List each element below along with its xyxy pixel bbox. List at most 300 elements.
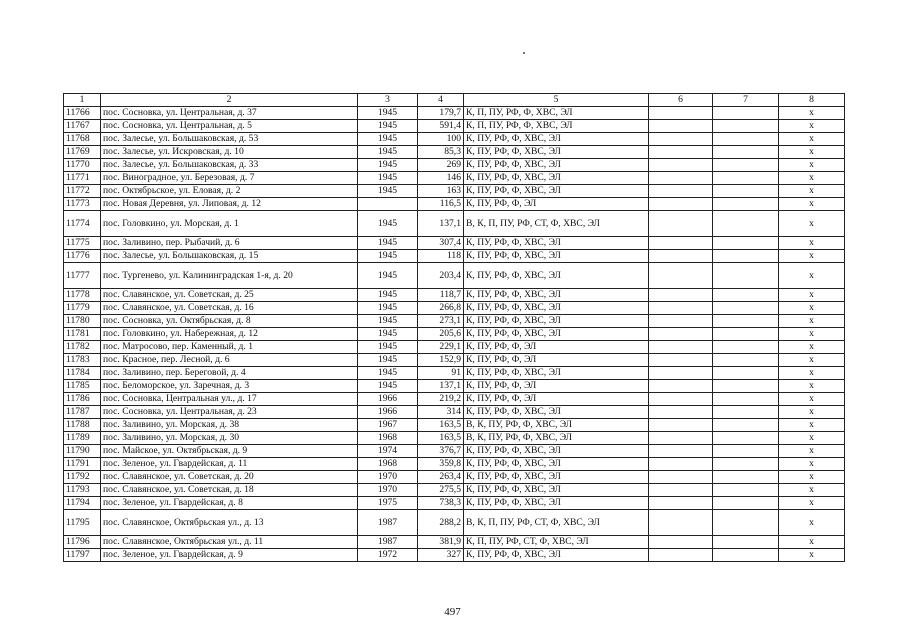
address-cell: пос. Залесье, ул. Большаковская, д. 15 [101,250,358,263]
col7-cell [713,146,779,159]
row-number: 11775 [64,237,101,250]
table-row [64,445,845,458]
row-number: 11776 [64,250,101,263]
col7-cell [713,250,779,263]
area-cell: 118 [418,250,464,263]
col6-cell [649,445,713,458]
col6-cell [649,458,713,471]
area-cell: 163 [418,185,464,198]
address-cell: пос. Залесье, ул. Большаковская, д. 33 [101,159,358,172]
table-row [64,484,845,497]
year-cell: 1945 [358,250,418,263]
col7-cell [713,198,779,211]
col8-cell: х [779,406,845,419]
row-number: 11790 [64,445,101,458]
row-number: 11773 [64,198,101,211]
row-number: 11778 [64,289,101,302]
row-number: 11788 [64,419,101,432]
col-header-7: 7 [713,94,779,107]
col8-cell: х [779,159,845,172]
col6-cell [649,406,713,419]
row-number: 11797 [64,549,101,562]
area-cell: 137,1 [418,211,464,237]
col8-cell: х [779,341,845,354]
row-number: 11766 [64,107,101,120]
address-cell: пос. Новая Деревня, ул. Липовая, д. 12 [101,198,358,211]
systems-cell: В, К, П, ПУ, РФ, СТ, Ф, ХВС, ЭЛ [464,510,649,536]
col6-cell [649,354,713,367]
year-cell: 1945 [358,315,418,328]
col6-cell [649,120,713,133]
table-row [64,172,845,185]
col7-cell [713,406,779,419]
table-row [64,380,845,393]
table-row [64,471,845,484]
col7-cell [713,484,779,497]
table-row [64,536,845,549]
col7-cell [713,341,779,354]
area-cell: 266,8 [418,302,464,315]
header-row [64,94,845,107]
year-cell: 1945 [358,380,418,393]
col8-cell: х [779,432,845,445]
systems-cell: К, ПУ, РФ, Ф, ХВС, ЭЛ [464,263,649,289]
year-cell: 1968 [358,432,418,445]
address-cell: пос. Головкино, ул. Набережная, д. 12 [101,328,358,341]
col-header-8: 8 [779,94,845,107]
area-cell: 327 [418,549,464,562]
area-cell: 269 [418,159,464,172]
col8-cell: х [779,107,845,120]
year-cell: 1987 [358,536,418,549]
row-number: 11793 [64,484,101,497]
col6-cell [649,263,713,289]
systems-cell: К, ПУ, РФ, Ф, ХВС, ЭЛ [464,172,649,185]
address-cell: пос. Майское, ул. Октябрьская, д. 9 [101,445,358,458]
address-cell: пос. Сосновка, ул. Центральная, д. 37 [101,107,358,120]
col6-cell [649,380,713,393]
systems-cell: К, ПУ, РФ, Ф, ЭЛ [464,393,649,406]
area-cell: 152,9 [418,354,464,367]
systems-cell: К, ПУ, РФ, Ф, ХВС, ЭЛ [464,497,649,510]
systems-cell: К, ПУ, РФ, Ф, ЭЛ [464,354,649,367]
area-cell: 163,5 [418,432,464,445]
table-row [64,107,845,120]
col7-cell [713,159,779,172]
col7-cell [713,497,779,510]
col8-cell: х [779,172,845,185]
col8-cell: х [779,549,845,562]
row-number: 11769 [64,146,101,159]
row-number: 11767 [64,120,101,133]
address-cell: пос. Красное, пер. Лесной, д. 6 [101,354,358,367]
col6-cell [649,133,713,146]
area-cell: 381,9 [418,536,464,549]
year-cell: 1945 [358,159,418,172]
year-cell: 1945 [358,185,418,198]
col6-cell [649,185,713,198]
col8-cell: х [779,367,845,380]
col8-cell: х [779,211,845,237]
col8-cell: х [779,120,845,133]
address-cell: пос. Заливино, ул. Морская, д. 30 [101,432,358,445]
area-cell: 116,5 [418,198,464,211]
area-cell: 179,7 [418,107,464,120]
area-cell: 314 [418,406,464,419]
col8-cell: х [779,458,845,471]
col7-cell [713,510,779,536]
col-header-4: 4 [418,94,464,107]
address-cell: пос. Славянское, ул. Советская, д. 16 [101,302,358,315]
area-cell: 85,3 [418,146,464,159]
year-cell: 1945 [358,289,418,302]
row-number: 11785 [64,380,101,393]
page-mark [523,52,525,54]
col6-cell [649,497,713,510]
year-cell: 1966 [358,393,418,406]
table-row [64,159,845,172]
row-number: 11787 [64,406,101,419]
year-cell: 1945 [358,328,418,341]
col7-cell [713,367,779,380]
address-cell: пос. Зеленое, ул. Гвардейская, д. 9 [101,549,358,562]
col7-cell [713,354,779,367]
row-number: 11772 [64,185,101,198]
table-row [64,510,845,536]
row-number: 11771 [64,172,101,185]
table-row [64,432,845,445]
col6-cell [649,536,713,549]
address-cell: пос. Головкино, ул. Морская, д. 1 [101,211,358,237]
systems-cell: К, ПУ, РФ, Ф, ХВС, ЭЛ [464,159,649,172]
table-row [64,185,845,198]
table-row [64,237,845,250]
systems-cell: К, ПУ, РФ, Ф, ЭЛ [464,341,649,354]
row-number: 11777 [64,263,101,289]
area-cell: 288,2 [418,510,464,536]
area-cell: 205,6 [418,328,464,341]
systems-cell: К, ПУ, РФ, Ф, ХВС, ЭЛ [464,549,649,562]
col6-cell [649,471,713,484]
year-cell: 1945 [358,107,418,120]
address-cell: пос. Октябрьское, ул. Еловая, д. 2 [101,185,358,198]
table-row [64,393,845,406]
area-cell: 100 [418,133,464,146]
col8-cell: х [779,510,845,536]
year-cell: 1968 [358,458,418,471]
systems-cell: К, ПУ, РФ, Ф, ХВС, ЭЛ [464,406,649,419]
address-cell: пос. Зеленое, ул. Гвардейская, д. 8 [101,497,358,510]
col7-cell [713,432,779,445]
area-cell: 203,4 [418,263,464,289]
col7-cell [713,315,779,328]
col6-cell [649,510,713,536]
table-row [64,302,845,315]
area-cell: 376,7 [418,445,464,458]
table-row [64,406,845,419]
area-cell: 91 [418,367,464,380]
year-cell: 1972 [358,549,418,562]
col6-cell [649,302,713,315]
address-cell: пос. Славянское, ул. Советская, д. 18 [101,484,358,497]
area-cell: 275,5 [418,484,464,497]
systems-cell: К, ПУ, РФ, Ф, ХВС, ЭЛ [464,133,649,146]
col-header-1: 1 [64,94,101,107]
col8-cell: х [779,198,845,211]
table-row [64,211,845,237]
table-row [64,315,845,328]
year-cell: 1945 [358,211,418,237]
year-cell: 1970 [358,484,418,497]
col6-cell [649,484,713,497]
systems-cell: К, ПУ, РФ, Ф, ХВС, ЭЛ [464,146,649,159]
col6-cell [649,432,713,445]
address-cell: пос. Славянское, Октябрьская ул., д. 11 [101,536,358,549]
col8-cell: х [779,419,845,432]
address-cell: пос. Заливино, пер. Береговой, д. 4 [101,367,358,380]
systems-cell: К, ПУ, РФ, Ф, ХВС, ЭЛ [464,250,649,263]
col8-cell: х [779,445,845,458]
year-cell: 1945 [358,263,418,289]
col6-cell [649,328,713,341]
systems-cell: К, ПУ, РФ, Ф, ХВС, ЭЛ [464,289,649,302]
area-cell: 118,7 [418,289,464,302]
year-cell [358,198,418,211]
area-cell: 273,1 [418,315,464,328]
table-row [64,250,845,263]
col8-cell: х [779,146,845,159]
col6-cell [649,198,713,211]
area-cell: 263,4 [418,471,464,484]
row-number: 11786 [64,393,101,406]
col7-cell [713,458,779,471]
systems-cell: К, ПУ, РФ, Ф, ЭЛ [464,380,649,393]
table-row [64,133,845,146]
systems-cell: В, К, ПУ, РФ, Ф, ХВС, ЭЛ [464,432,649,445]
housing-register-table [63,93,845,562]
area-cell: 219,2 [418,393,464,406]
address-cell: пос. Славянское, ул. Советская, д. 25 [101,289,358,302]
row-number: 11782 [64,341,101,354]
col7-cell [713,172,779,185]
table-row [64,146,845,159]
col7-cell [713,471,779,484]
year-cell: 1945 [358,237,418,250]
systems-cell: К, ПУ, РФ, Ф, ЭЛ [464,198,649,211]
systems-cell: К, ПУ, РФ, Ф, ХВС, ЭЛ [464,302,649,315]
col8-cell: х [779,263,845,289]
table-row [64,354,845,367]
systems-cell: К, ПУ, РФ, Ф, ХВС, ЭЛ [464,484,649,497]
col8-cell: х [779,536,845,549]
table-row [64,328,845,341]
year-cell: 1945 [358,120,418,133]
systems-cell: К, ПУ, РФ, Ф, ХВС, ЭЛ [464,185,649,198]
col8-cell: х [779,497,845,510]
address-cell: пос. Матросово, пер. Каменный, д. 1 [101,341,358,354]
address-cell: пос. Сосновка, ул. Центральная, д. 5 [101,120,358,133]
year-cell: 1974 [358,445,418,458]
year-cell: 1945 [358,172,418,185]
col7-cell [713,393,779,406]
row-number: 11791 [64,458,101,471]
col6-cell [649,315,713,328]
col8-cell: х [779,315,845,328]
systems-cell: К, ПУ, РФ, Ф, ХВС, ЭЛ [464,237,649,250]
area-cell: 591,4 [418,120,464,133]
address-cell: пос. Виноградное, ул. Березовая, д. 7 [101,172,358,185]
col8-cell: х [779,289,845,302]
page-number: 497 [444,606,461,618]
col7-cell [713,237,779,250]
col7-cell [713,263,779,289]
year-cell: 1945 [358,367,418,380]
systems-cell: К, П, ПУ, РФ, Ф, ХВС, ЭЛ [464,107,649,120]
col6-cell [649,393,713,406]
table-row [64,198,845,211]
year-cell: 1945 [358,341,418,354]
address-cell: пос. Зеленое, ул. Гвардейская, д. 11 [101,458,358,471]
col6-cell [649,341,713,354]
address-cell: пос. Беломорское, ул. Заречная, д. 3 [101,380,358,393]
year-cell: 1970 [358,471,418,484]
row-number: 11774 [64,211,101,237]
col7-cell [713,185,779,198]
row-number: 11783 [64,354,101,367]
row-number: 11784 [64,367,101,380]
col6-cell [649,237,713,250]
address-cell: пос. Славянское, Октябрьская ул., д. 13 [101,510,358,536]
row-number: 11768 [64,133,101,146]
row-number: 11796 [64,536,101,549]
systems-cell: К, П, ПУ, РФ, СТ, Ф, ХВС, ЭЛ [464,536,649,549]
table-row [64,367,845,380]
col-header-2: 2 [101,94,358,107]
year-cell: 1945 [358,302,418,315]
col6-cell [649,367,713,380]
col6-cell [649,250,713,263]
systems-cell: К, ПУ, РФ, Ф, ХВС, ЭЛ [464,445,649,458]
col8-cell: х [779,185,845,198]
systems-cell: К, ПУ, РФ, Ф, ХВС, ЭЛ [464,315,649,328]
table-row [64,458,845,471]
area-cell: 163,5 [418,419,464,432]
col7-cell [713,302,779,315]
col8-cell: х [779,133,845,146]
year-cell: 1945 [358,354,418,367]
address-cell: пос. Славянское, ул. Советская, д. 20 [101,471,358,484]
col8-cell: х [779,380,845,393]
area-cell: 146 [418,172,464,185]
col7-cell [713,419,779,432]
address-cell: пос. Сосновка, ул. Центральная, д. 23 [101,406,358,419]
area-cell: 359,8 [418,458,464,471]
col6-cell [649,159,713,172]
row-number: 11792 [64,471,101,484]
address-cell: пос. Сосновка, ул. Октябрьская, д. 8 [101,315,358,328]
area-cell: 137,1 [418,380,464,393]
col8-cell: х [779,302,845,315]
col7-cell [713,445,779,458]
table-row [64,289,845,302]
col8-cell: х [779,328,845,341]
table-row [64,549,845,562]
area-cell: 738,3 [418,497,464,510]
year-cell: 1975 [358,497,418,510]
row-number: 11789 [64,432,101,445]
col8-cell: х [779,484,845,497]
address-cell: пос. Сосновка, Центральная ул., д. 17 [101,393,358,406]
col6-cell [649,146,713,159]
address-cell: пос. Залесье, ул. Большаковская, д. 53 [101,133,358,146]
col-header-5: 5 [464,94,649,107]
col7-cell [713,133,779,146]
row-number: 11779 [64,302,101,315]
col7-cell [713,120,779,133]
col6-cell [649,549,713,562]
col8-cell: х [779,250,845,263]
col7-cell [713,107,779,120]
row-number: 11780 [64,315,101,328]
area-cell: 229,1 [418,341,464,354]
year-cell: 1945 [358,133,418,146]
row-number: 11794 [64,497,101,510]
col8-cell: х [779,393,845,406]
table-row [64,497,845,510]
year-cell: 1945 [358,146,418,159]
col7-cell [713,328,779,341]
systems-cell: В, К, П, ПУ, РФ, СТ, Ф, ХВС, ЭЛ [464,211,649,237]
systems-cell: К, ПУ, РФ, Ф, ХВС, ЭЛ [464,367,649,380]
table-row [64,263,845,289]
col8-cell: х [779,354,845,367]
systems-cell: К, П, ПУ, РФ, Ф, ХВС, ЭЛ [464,120,649,133]
address-cell: пос. Залесье, ул. Искровская, д. 10 [101,146,358,159]
row-number: 11795 [64,510,101,536]
table-row [64,341,845,354]
col8-cell: х [779,237,845,250]
year-cell: 1966 [358,406,418,419]
col6-cell [649,419,713,432]
col6-cell [649,107,713,120]
address-cell: пос. Заливино, пер. Рыбачий, д. 6 [101,237,358,250]
col7-cell [713,549,779,562]
col7-cell [713,380,779,393]
col-header-6: 6 [649,94,713,107]
col-header-3: 3 [358,94,418,107]
systems-cell: К, ПУ, РФ, Ф, ХВС, ЭЛ [464,458,649,471]
col8-cell: х [779,471,845,484]
area-cell: 307,4 [418,237,464,250]
col6-cell [649,172,713,185]
year-cell: 1987 [358,510,418,536]
address-cell: пос. Тургенево, ул. Калининградская 1-я, д. 20 [101,263,358,289]
systems-cell: К, ПУ, РФ, Ф, ХВС, ЭЛ [464,471,649,484]
col7-cell [713,289,779,302]
table-row [64,419,845,432]
row-number: 11770 [64,159,101,172]
col6-cell [649,211,713,237]
systems-cell: В, К, ПУ, РФ, Ф, ХВС, ЭЛ [464,419,649,432]
table-row [64,120,845,133]
systems-cell: К, ПУ, РФ, Ф, ХВС, ЭЛ [464,328,649,341]
row-number: 11781 [64,328,101,341]
col6-cell [649,289,713,302]
col7-cell [713,536,779,549]
col7-cell [713,211,779,237]
address-cell: пос. Заливино, ул. Морская, д. 38 [101,419,358,432]
year-cell: 1967 [358,419,418,432]
